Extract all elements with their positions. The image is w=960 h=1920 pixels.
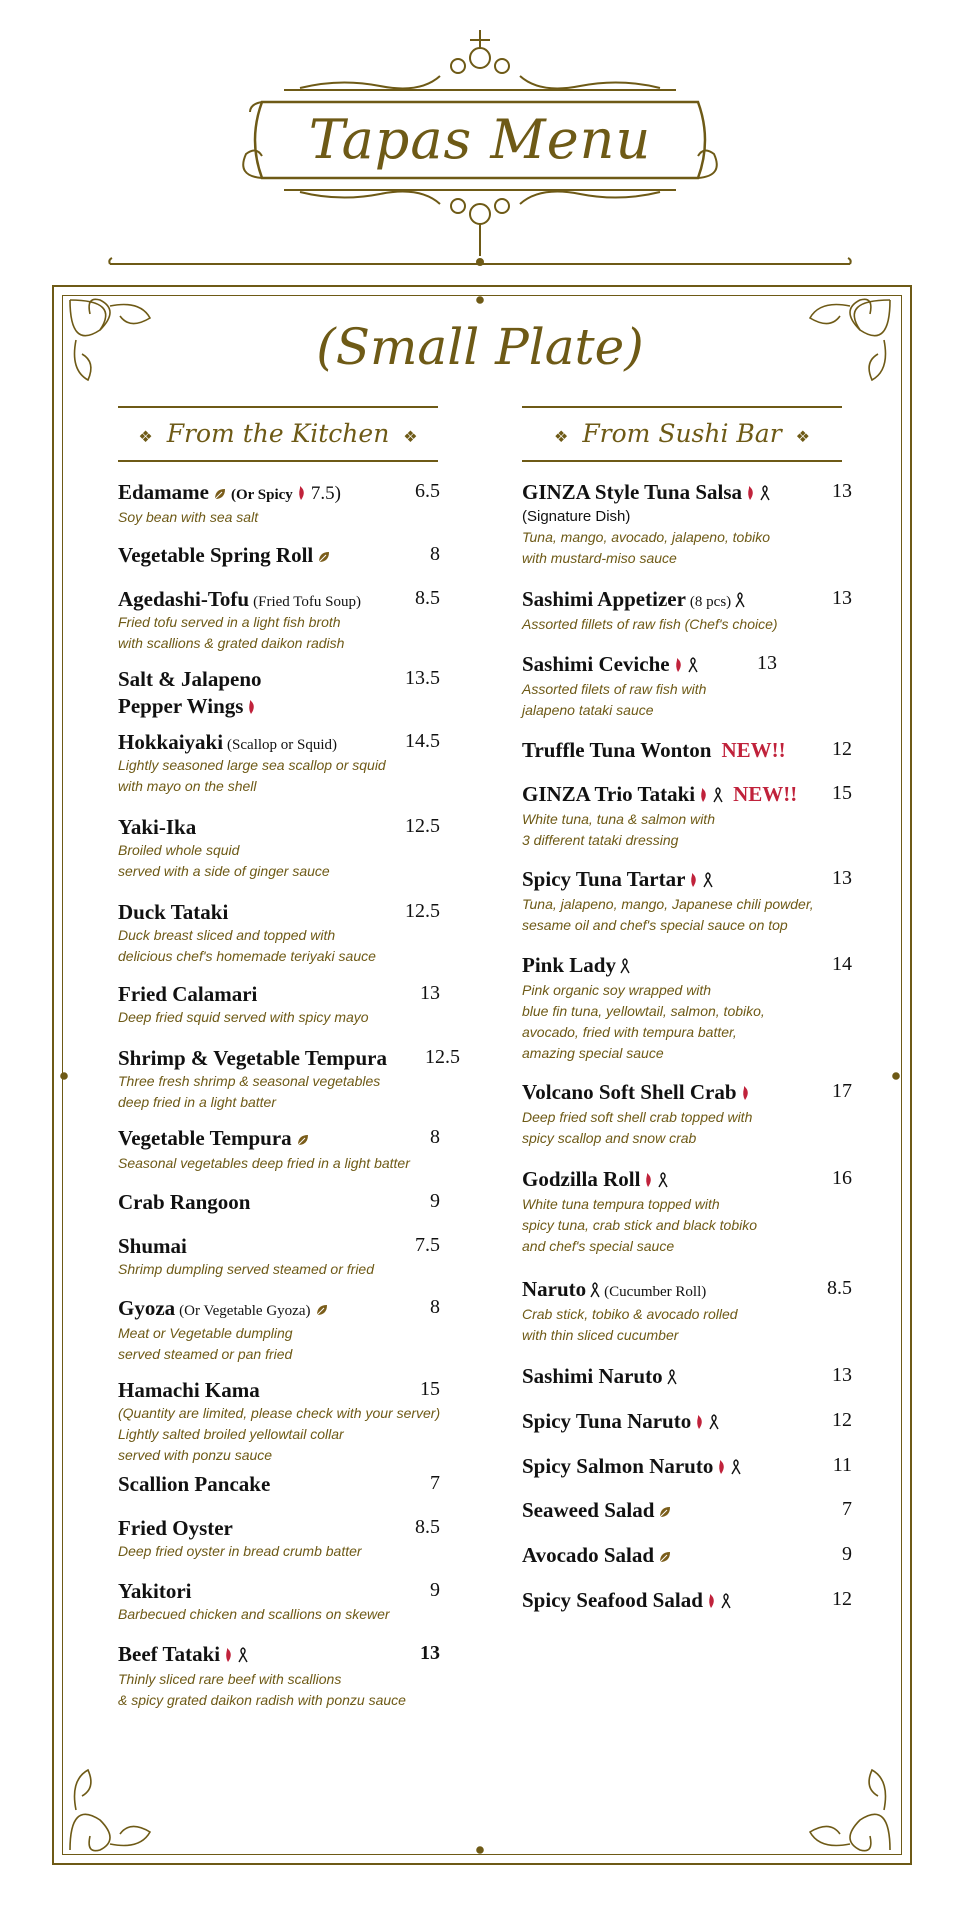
- item-description: spicy scallop and snow crab: [522, 1129, 697, 1146]
- ribbon-icon: [620, 955, 630, 980]
- pepper-icon: [707, 1590, 717, 1615]
- item-description: blue fin tuna, yellowtail, salmon, tobiko,: [522, 1002, 765, 1019]
- menu-item: [522, 1498, 852, 1525]
- item-description: Broiled whole squid: [118, 842, 240, 858]
- item-extra: (Or Spicy: [231, 487, 293, 503]
- item-description: amazing special sauce: [522, 1044, 664, 1061]
- item-description: White tuna tempura topped with: [522, 1195, 720, 1212]
- item-price: 8: [430, 1126, 440, 1148]
- item-description: Soy bean with sea salt: [118, 508, 259, 525]
- leaf-icon: [296, 1128, 310, 1153]
- item-name: Vegetable Spring Roll: [118, 543, 314, 567]
- item-name-line: [118, 1190, 440, 1215]
- item-name-line: [118, 1579, 440, 1604]
- menu-item: [118, 543, 440, 570]
- kitchen-heading: [118, 406, 438, 462]
- ribbon-icon: [658, 1169, 668, 1194]
- item-description: Assorted fillets of raw fish (Chef's choice): [522, 615, 778, 632]
- item-name: Spicy Salmon Naruto: [522, 1454, 714, 1478]
- item-price: 7: [842, 1498, 852, 1520]
- menu-item: [522, 1167, 852, 1257]
- leaf-icon: [658, 1545, 672, 1570]
- item-name-line: [118, 1234, 440, 1259]
- item-name-line: [118, 667, 440, 692]
- flourish-icon: ❖: [795, 427, 811, 446]
- item-name-line: [522, 1080, 852, 1107]
- item-name: Hokkaiyaki: [118, 730, 224, 754]
- item-name: Volcano Soft Shell Crab: [522, 1080, 737, 1104]
- item-extra-price: 7.5): [310, 483, 341, 504]
- item-name-line: [118, 1472, 440, 1497]
- new-badge: NEW!!: [733, 782, 798, 806]
- item-name: Sashimi Ceviche: [522, 652, 670, 676]
- pepper-icon: [717, 1456, 727, 1481]
- item-note: (Fried Tofu Soup): [253, 594, 361, 610]
- item-description: spicy tuna, crab stick and black tobiko: [522, 1216, 758, 1233]
- item-description: 3 different tataki dressing: [522, 831, 679, 848]
- item-name-line: [118, 1296, 440, 1323]
- item-description: served with ponzu sauce: [118, 1447, 273, 1463]
- item-name: Truffle Tuna Wonton: [522, 738, 712, 762]
- item-description: deep fried in a light batter: [118, 1094, 276, 1110]
- item-description: Meat or Vegetable dumpling: [118, 1324, 293, 1341]
- item-name: Shrimp & Vegetable Tempura: [118, 1046, 387, 1070]
- item-price: 8.5: [415, 587, 440, 609]
- item-name: Spicy Seafood Salad: [522, 1588, 703, 1612]
- item-description: Lightly seasoned large sea scallop or squid: [118, 757, 386, 773]
- item-price: 13: [420, 1642, 440, 1664]
- menu-item: [522, 782, 852, 851]
- menu-item: [118, 1190, 440, 1215]
- item-name: GINZA Style Tuna Salsa: [522, 480, 743, 504]
- leaf-icon: [315, 1298, 329, 1323]
- pepper-icon: [644, 1169, 654, 1194]
- item-name-line: [118, 900, 440, 925]
- menu-item: [118, 982, 440, 1028]
- item-description: Three fresh shrimp & seasonal vegetables: [118, 1073, 381, 1089]
- item-name-line: [522, 1167, 852, 1194]
- item-price: 7.5: [415, 1234, 440, 1256]
- menu-item: [522, 1364, 852, 1391]
- menu-item: [522, 1409, 852, 1436]
- leaf-icon: [213, 482, 227, 507]
- item-name: Yakitori: [118, 1579, 192, 1603]
- item-name: Edamame: [118, 480, 209, 504]
- ribbon-icon: [667, 1366, 677, 1391]
- item-description: Crab stick, tobiko & avocado rolled: [522, 1305, 738, 1322]
- item-price: 13: [757, 652, 777, 674]
- item-price: 14: [832, 953, 852, 975]
- pepper-icon: [746, 482, 756, 507]
- item-name: Godzilla Roll: [522, 1167, 641, 1191]
- pepper-icon: [674, 654, 684, 679]
- item-plain-note: (Signature Dish): [522, 507, 631, 525]
- item-price: 8.5: [415, 1516, 440, 1538]
- menu-item: [522, 1588, 852, 1615]
- item-description: Thinly sliced rare beef with scallions: [118, 1670, 342, 1687]
- pepper-icon: [247, 696, 257, 721]
- item-name-line: [118, 543, 440, 570]
- menu-item: [118, 1472, 440, 1497]
- item-description: Duck breast sliced and topped with: [118, 927, 336, 943]
- item-name-line: [522, 1364, 852, 1391]
- leaf-icon: [658, 1500, 672, 1525]
- item-name-line: [522, 867, 852, 894]
- menu-item: [118, 815, 440, 882]
- item-name-line: [522, 652, 852, 679]
- item-price: 12: [832, 738, 852, 760]
- item-description: with mayo on the shell: [118, 778, 257, 794]
- item-name: Spicy Tuna Tartar: [522, 867, 686, 891]
- item-price: 9: [842, 1543, 852, 1565]
- item-price: 9: [430, 1190, 440, 1212]
- item-description: White tuna, tuna & salmon with: [522, 810, 715, 827]
- sushi-heading-label: From Sushi Bar: [582, 419, 782, 448]
- item-price: 13: [832, 480, 852, 502]
- item-note: (8 pcs): [689, 594, 732, 610]
- menu-item: [118, 1296, 440, 1365]
- item-name-line: [522, 782, 852, 809]
- item-note: (Scallop or Squid): [227, 737, 338, 753]
- ribbon-icon: [721, 1590, 731, 1615]
- item-name-line: [522, 1277, 852, 1304]
- item-description: served steamed or pan fried: [118, 1345, 293, 1362]
- item-description: Deep fried soft shell crab topped with: [522, 1108, 753, 1125]
- item-name: Sashimi Naruto: [522, 1364, 663, 1388]
- item-name-line: [522, 480, 852, 507]
- item-name-line: [118, 982, 440, 1007]
- item-description: Barbecued chicken and scallions on skewer: [118, 1606, 390, 1622]
- item-name-line: [522, 953, 852, 980]
- pepper-icon: [741, 1082, 751, 1107]
- item-name: Duck Tataki: [118, 900, 229, 924]
- item-name: Shumai: [118, 1234, 187, 1258]
- ribbon-icon: [731, 1456, 741, 1481]
- item-price: 12.5: [405, 815, 440, 837]
- item-price: 16: [832, 1167, 852, 1189]
- item-description: delicious chef's homemade teriyaki sauce: [118, 948, 376, 964]
- ribbon-icon: [703, 869, 713, 894]
- item-price: 13: [832, 587, 852, 609]
- ribbon-icon: [713, 784, 723, 809]
- item-name: Fried Calamari: [118, 982, 258, 1006]
- item-description: jalapeno tataki sauce: [522, 701, 654, 718]
- item-name-line: [522, 1498, 852, 1525]
- flourish-icon: ❖: [138, 427, 153, 446]
- ribbon-icon: [709, 1411, 719, 1436]
- item-name: Vegetable Tempura: [118, 1126, 292, 1150]
- menu-item: [522, 1543, 852, 1570]
- menu-item: [522, 1454, 852, 1481]
- item-price: 6.5: [415, 480, 440, 502]
- menu-item: [118, 1516, 440, 1562]
- item-name: Salt & Jalapeno: [118, 667, 262, 691]
- item-name: Avocado Salad: [522, 1543, 655, 1567]
- item-description: Tuna, jalapeno, mango, Japanese chili powder,: [522, 895, 814, 912]
- item-name-line: [118, 1046, 440, 1071]
- item-name: Gyoza: [118, 1296, 176, 1320]
- item-name-line: [118, 730, 440, 755]
- item-name-line: [118, 480, 440, 507]
- menu-item: [118, 667, 440, 721]
- menu-item: [118, 1126, 440, 1174]
- leaf-icon: [317, 545, 331, 570]
- flourish-icon: ❖: [553, 427, 569, 446]
- menu-title: Tapas Menu: [308, 108, 652, 171]
- item-description: Deep fried squid served with spicy mayo: [118, 1009, 369, 1025]
- item-price: 15: [832, 782, 852, 804]
- item-description: Pink organic soy wrapped with: [522, 981, 712, 998]
- item-description: Seasonal vegetables deep fried in a light batter: [118, 1154, 410, 1171]
- item-name-line: [522, 1454, 852, 1481]
- item-name-line: [118, 587, 440, 612]
- item-name-line: [118, 1642, 440, 1669]
- menu-item: [118, 900, 440, 967]
- pepper-icon: [297, 482, 307, 507]
- item-name: Pink Lady: [522, 953, 616, 977]
- item-price: 7: [430, 1472, 440, 1494]
- menu-item: [522, 587, 852, 635]
- item-name-cont: Pepper Wings: [118, 694, 244, 718]
- item-description: served with a side of ginger sauce: [118, 863, 330, 879]
- kitchen-heading-label: From the Kitchen: [166, 419, 390, 448]
- item-name-line: [118, 1516, 440, 1541]
- item-price: 12.5: [425, 1046, 460, 1068]
- item-price: 17: [832, 1080, 852, 1102]
- sushi-heading: [522, 406, 842, 462]
- item-name: Fried Oyster: [118, 1516, 233, 1540]
- menu-subtitle: (Small Plate): [316, 318, 644, 376]
- flourish-icon: ❖: [403, 427, 418, 446]
- item-price: 12: [832, 1588, 852, 1610]
- item-name: Beef Tataki: [118, 1642, 221, 1666]
- item-name-line: [522, 1543, 852, 1570]
- item-name: Spicy Tuna Naruto: [522, 1409, 692, 1433]
- item-description: with mustard-miso sauce: [522, 549, 677, 566]
- item-description: Deep fried oyster in bread crumb batter: [118, 1543, 362, 1559]
- item-name-line: [522, 1409, 852, 1436]
- item-description: and chef's special sauce: [522, 1237, 675, 1254]
- item-name: Agedashi-Tofu: [118, 587, 250, 611]
- pepper-icon: [224, 1644, 234, 1669]
- item-description: Lightly salted broiled yellowtail collar: [118, 1426, 344, 1442]
- item-price: 13: [832, 867, 852, 889]
- item-name-line: [522, 1588, 852, 1615]
- menu-item: [522, 738, 852, 763]
- item-description: Shrimp dumpling served steamed or fried: [118, 1261, 375, 1277]
- item-description: (Quantity are limited, please check with your server): [118, 1405, 441, 1421]
- item-price: 15: [420, 1378, 440, 1400]
- item-description: Assorted filets of raw fish with: [522, 680, 707, 697]
- menu-item: [118, 1234, 440, 1280]
- item-price: 11: [832, 1454, 852, 1476]
- item-description: with thin sliced cucumber: [522, 1326, 679, 1343]
- item-price: 12.5: [405, 900, 440, 922]
- item-price: 13: [420, 982, 440, 1004]
- menu-item: [522, 867, 852, 936]
- item-name-line: [522, 587, 852, 614]
- item-price: 9: [430, 1579, 440, 1601]
- item-name-line: [118, 694, 440, 721]
- ribbon-icon: [735, 589, 745, 614]
- ribbon-icon: [688, 654, 698, 679]
- item-name: GINZA Trio Tataki: [522, 782, 696, 806]
- item-description: Tuna, mango, avocado, jalapeno, tobiko: [522, 528, 771, 545]
- menu-item: [522, 953, 852, 1064]
- item-name: Naruto: [522, 1277, 587, 1301]
- menu-item: [118, 1046, 460, 1113]
- pepper-icon: [695, 1411, 705, 1436]
- item-description: & spicy grated daikon radish with ponzu sauce: [118, 1691, 406, 1708]
- item-name-line: [522, 738, 852, 763]
- ribbon-icon: [590, 1279, 600, 1304]
- menu-item: [118, 1579, 440, 1625]
- item-price: 14.5: [405, 730, 440, 752]
- menu-item: [118, 1642, 440, 1711]
- menu-item: [522, 652, 852, 721]
- item-price: 8.5: [827, 1277, 852, 1299]
- new-badge: NEW!!: [721, 738, 786, 762]
- item-name: Sashimi Appetizer: [522, 587, 686, 611]
- item-price: 13: [832, 1364, 852, 1386]
- item-name: Crab Rangoon: [118, 1190, 251, 1214]
- item-note: (Cucumber Roll): [604, 1284, 707, 1300]
- item-note: (Or Vegetable Gyoza): [179, 1303, 311, 1319]
- menu-item: [118, 730, 440, 797]
- pepper-icon: [699, 784, 709, 809]
- ribbon-icon: [760, 482, 770, 507]
- menu-item: [118, 1378, 440, 1466]
- item-price: 13.5: [405, 667, 440, 689]
- item-description: with scallions & grated daikon radish: [118, 635, 345, 651]
- item-name-line: [118, 815, 440, 840]
- item-name: Hamachi Kama: [118, 1378, 260, 1402]
- item-description: Fried tofu served in a light fish broth: [118, 614, 341, 630]
- menu-item: [522, 1080, 852, 1149]
- pepper-icon: [689, 869, 699, 894]
- item-price: 12: [832, 1409, 852, 1431]
- item-name: Yaki-Ika: [118, 815, 197, 839]
- item-name-line: [118, 1126, 440, 1153]
- item-name: Scallion Pancake: [118, 1472, 271, 1496]
- menu-item: [118, 587, 440, 654]
- item-description: sesame oil and chef's special sauce on top: [522, 916, 788, 933]
- menu-item: [118, 480, 440, 528]
- item-name: Seaweed Salad: [522, 1498, 655, 1522]
- menu-item: [522, 1277, 852, 1346]
- item-description: avocado, fried with tempura batter,: [522, 1023, 737, 1040]
- item-price: 8: [430, 1296, 440, 1318]
- item-name-line: [118, 1378, 440, 1403]
- menu-item: [522, 480, 852, 569]
- item-price: 8: [430, 543, 440, 565]
- ribbon-icon: [238, 1644, 248, 1669]
